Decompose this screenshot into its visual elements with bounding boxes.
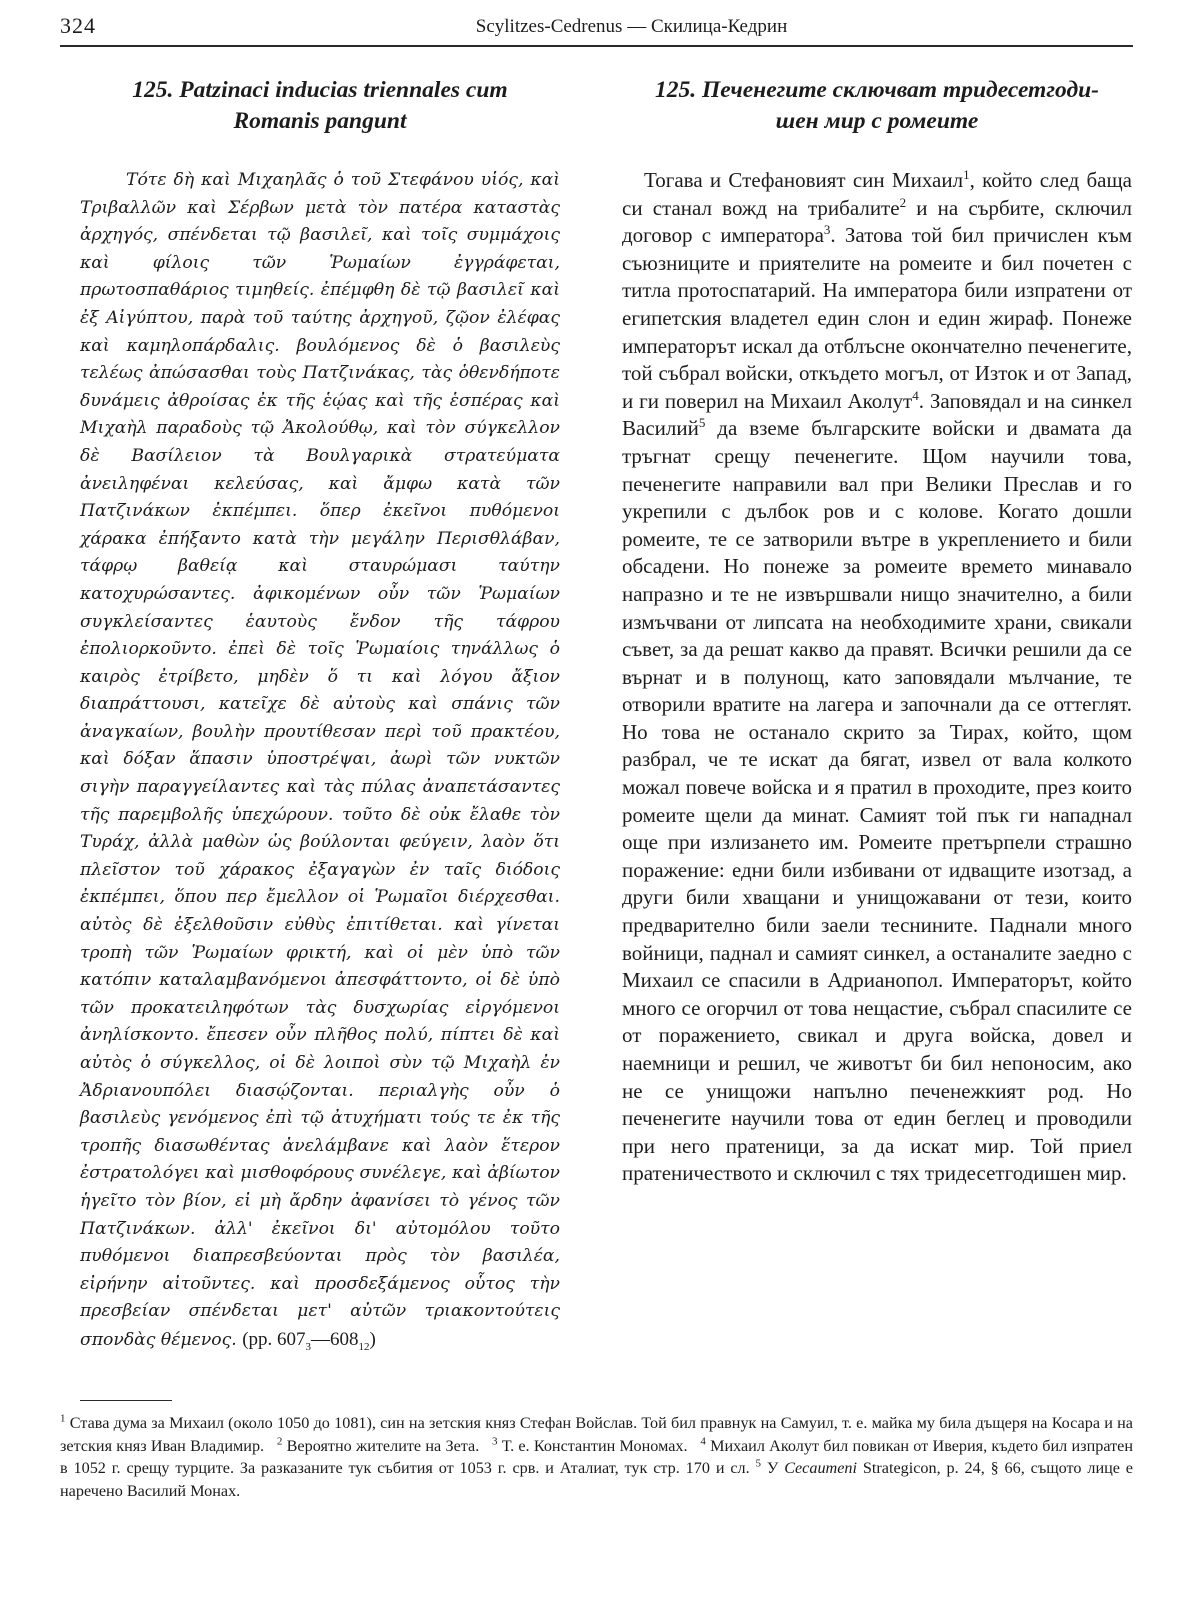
translation-segment-5: . Заповядал и на синкел Василий: [622, 388, 1132, 441]
footnote-mark-5[interactable]: 5: [698, 415, 706, 431]
translation-segment-2: , който след баща си станал вожд на трибалите: [622, 168, 1132, 220]
footnote-number-1: 1: [60, 1412, 66, 1425]
footnote-number-3: 3: [492, 1435, 498, 1448]
source-reference: [242, 1328, 376, 1353]
footnote-mark-1[interactable]: 1: [963, 167, 970, 182]
footnote-3: Т. е. Константин Мономах.: [497, 1436, 688, 1455]
footnote-mark-2[interactable]: 2: [899, 194, 907, 210]
running-title: Scylitzes-Cedrenus — Скилица-Кедрин: [475, 16, 788, 37]
greek-text: [80, 167, 560, 1361]
ref-end-line: 12: [358, 1340, 370, 1353]
footnote-rule: [80, 1400, 172, 1401]
latin-section-title: [80, 75, 560, 137]
ref-end-page: 608: [330, 1328, 359, 1350]
bulgarian-column: [622, 75, 1132, 1188]
greek-paragraph: Τότε δὴ καὶ Μιχαηλᾶς ὁ τοῦ Στεφάνου υἱός, καὶ Τριβαλλῶν καὶ Σέρβων μετὰ τὸν πατέρα καταστὰς ἀρχηγός, σπένδεται τῷ βασιλεῖ, καὶ τοῖς συμμάχοις καὶ φίλοις τῶν Ῥωμαίων ἐγγράφεται, πρωτοσπαθάριος τιμηθείς. ἐπέμφθη δὲ τῷ βασιλεῖ καὶ ἐξ Αἰγύπτου, παρὰ τοῦ ταύτης ἀρχηγοῦ, ζῷον ἐλέφας καὶ καμηλοπάρδαλις. βουλόμενος δὲ ὁ βασιλεὺς τελέως ἀπώσασθαι τοὺς Πατζινάκας, τὰς ὁθενδήποτε δυνάμεις ἀθροίσας ἐκ τῆς ἑῴας καὶ τῆς ἑσπέρας καὶ Μιχαὴλ παραδοὺς τῷ Ἀκολούθῳ, καὶ τὸν σύγκελλον δὲ Βασίλειον τὰ Βουλγαρικὰ στρατεύματα ἀνειληφέναι κελεύσας, καὶ ἄμφω κατὰ τῶν Πατζινάκων ἐκπέμπει. ὅπερ ἐκεῖνοι πυθόμενοι χάρακα ἐπήξαντο κατὰ τὴν μεγάλην Περισθλάβαν, τάφρῳ βαθείᾳ καὶ σταυρώμασι ταύτην κατοχυρώσαντες. ἀφικομένων οὖν τῶν Ῥωμαίων συγκλείσαντες ἑαυτοὺς ἔνδον τῆς τάφρου ἐπολιορκοῦντο. ἐπεὶ δὲ τοῖς Ῥωμαίοις τηνάλλως ὁ καιρὸς ἐτρίβετο, μηδὲν ὅ τι καὶ λόγου ἄξιον διαπράττουσι, κατεῖχε δὲ αὐτοὺς καὶ σπάνις τῶν ἀναγκαίων, βουλὴν προυτίθεσαν περὶ τοῦ πρακτέου, καὶ δόξαν ἅπασιν ὑποστρέψαι, ἀωρὶ τῶν νυκτῶν σιγὴν παραγγείλαντες καὶ τὰς πύλας ἀναπετάσαντες τῆς παρεμβολῆς ὑπεχώρουν. τοῦτο δὲ οὐκ ἔλαθε τὸν Τυράχ, ἀλλὰ μαθὼν ὡς βούλονται φεύγειν, λαὸν ὅτι πλεῖστον τοῦ χάρακος ἐξαγαγὼν ἐν ταῖς διόδοις ἐκπέμπει, ὅπου περ ἔμελλον οἱ Ῥωμαῖοι διέρχεσθαι. αὐτὸς δὲ ἐξελθοῦσιν εὐθὺς ἐπιτίθεται. καὶ γίνεται τροπὴ τῶν Ῥωμαίων φρικτή, καὶ οἱ μὲν ὑπὸ τῶν κατόπιν καταλαμβανόμενοι ἀπεσφάττοντο, οἱ δὲ ὑπὸ τῶν προκατειληφότων τὰς δυσχωρίας εἰργόμενοι ἀνηλίσκοντο. ἔπεσεν οὖν πλῆθος πολύ, πίπτει δὲ καὶ αὐτὸς ὁ σύγκελλος, οἱ δὲ λοιποὶ σὺν τῷ Μιχαὴλ ἐν Ἀδριανουπόλει διασῴζονται. περιαλγὴς οὖν ὁ βασιλεὺς γενόμενος ἐπὶ τῷ ἀτυχήματι τούς τε ἐκ τῆς τροπῆς διασωθέντας ἀνελάμβανε καὶ λαὸν ἕτερον ἐστρατολόγει καὶ μισθοφόρους συνέλεγε, καὶ ἀβίωτον ἡγεῖτο τὸν βίον, εἰ μὴ ἄρδην ἀφανίσει τὸ γένος τῶν Πατζινάκων. ἀλλ' ἐκεῖνοι δι' αὐτομόλου τοῦτο πυθόμενοι διαπρεσβεύονται πρὸς τὸν βασιλέα, εἰρήνην αἰτοῦντες. καὶ προσδεξάμενος οὗτος τὴν πρεσβείαν σπένδεται μετ' αὐτῶν τριακοντούτεις σπονδὰς θέμενος.: [80, 170, 560, 1350]
header-rule: [60, 45, 1133, 47]
bulgarian-translation: [622, 167, 1132, 1188]
footnote-5-author: Cecaumeni: [784, 1459, 858, 1477]
footnote-mark-4[interactable]: 4: [912, 387, 919, 403]
running-head: [60, 13, 1133, 43]
footnote-5-text: Strategicon, p. 24, § 66, същото лице е наречено Василий Монах.: [60, 1459, 1133, 1500]
footnotes: [60, 1412, 1133, 1502]
latin-title-line-2: Romanis pangunt: [233, 108, 407, 134]
footnote-number-2: 2: [276, 1435, 283, 1448]
footnote-number-5: 5: [755, 1457, 762, 1470]
bulgarian-section-title: [622, 75, 1132, 137]
bulgarian-title-line-1: 125. Печенегите сключват тридесетгоди-: [654, 77, 1100, 103]
bulgarian-title-line-2: шен мир с ромеите: [775, 108, 979, 134]
footnote-2: Вероятно жителите на Зета.: [282, 1436, 480, 1455]
footnote-5-prefix: У: [761, 1459, 785, 1477]
translation-segment-6: да вземе българските войски и двамата да тръгнат срещу печенегите. Щом научили това, печенегите направили вал при Велики Преслав и го укрепили с дълбок ров и с колове. Когато дошли ромеите, те се затворили вътре в укреплението и били обсадени. Но понеже за ромеите времето минавало напразно и те не извършвали нищо значително, а били измъчвани от липсата на необходимите храни, свикали съвет, за да решат какво да правят. Всички решили да се върнат и в полунощ, като заповядали мълчание, те отворили вратите на лагера и започнали да се оттеглят. Но това не останало скрито за Тирах, който, щом разбрал, че те искат да бягат, извел от вала колкото можал повече войска и я пратил в проходите, през които ромеите щели да минат. Самият той пък ги нападнал още при излизането им. Ромеите претърпели страшно поражение: едни били избивани от идващите изотзад, а други били хващани и унищожавани от тези, които предварително били заели теснините. Паднали много войници, паднал и самият синкел, а останалите заедно с Михаил се спасили в Адрианопол. Императорът, който много се огорчил от това нещастие, събрал спасилите се от поражението, свикал и друга войска, довел и наемници и решил, че животът би бил непоносим, ако не се унищожи напълно печенежкият род. Но печенегите научили това от един беглец и проводили при него пратеници, за да искат мир. Той приел пратеничеството и сключил с тях тридесетгодишен мир.: [622, 416, 1132, 1186]
ref-start-line: 3: [305, 1340, 312, 1353]
translation-segment-3: и на сърбите, сключил договор с императора: [622, 195, 1132, 248]
page-number: 324: [60, 13, 96, 38]
footnote-1: Става дума за Михаил (около 1050 до 1081), син на зетския княз Стефан Войслав. Той бил правнук на Самуил, т. е. майка му била дъщеря на Косара и на зетския княз Иван Владимир.: [60, 1414, 1133, 1455]
footnote-4: Михаил Аколут бил повикан от Иверия, където бил изпратен в 1052 г. срещу турците. За разказаните тук събития от 1053 г. срв. и Аталиат, тук стр. 170 и сл.: [60, 1436, 1134, 1477]
ref-dash: —: [311, 1328, 331, 1350]
latin-title-line-1: 125. Patzinaci inducias triennales cum: [132, 77, 508, 103]
greek-column: [80, 75, 560, 1361]
footnote-mark-3[interactable]: 3: [823, 222, 831, 238]
translation-segment-1: Тогава и Стефановият син Михаил: [644, 168, 964, 192]
footnote-number-4: 4: [700, 1435, 706, 1448]
footnote-block: [60, 1412, 1133, 1502]
translation-segment-4: . Затова той бил причислен към съюзниците и приятелите на ромеите и бил почетен с титла протоспатарий. На императора били изпратени от египетския владетел един слон и един жираф. Понеже императорът искал да отблъсне окончателно печенегите, той събрал войски, откъдето могъл, от Изток и от Запад, и ги поверил на Михаил Аколут: [622, 223, 1133, 413]
ref-close: ): [369, 1328, 376, 1350]
ref-start-page: 607: [277, 1328, 306, 1350]
ref-open: (pp.: [242, 1328, 273, 1350]
